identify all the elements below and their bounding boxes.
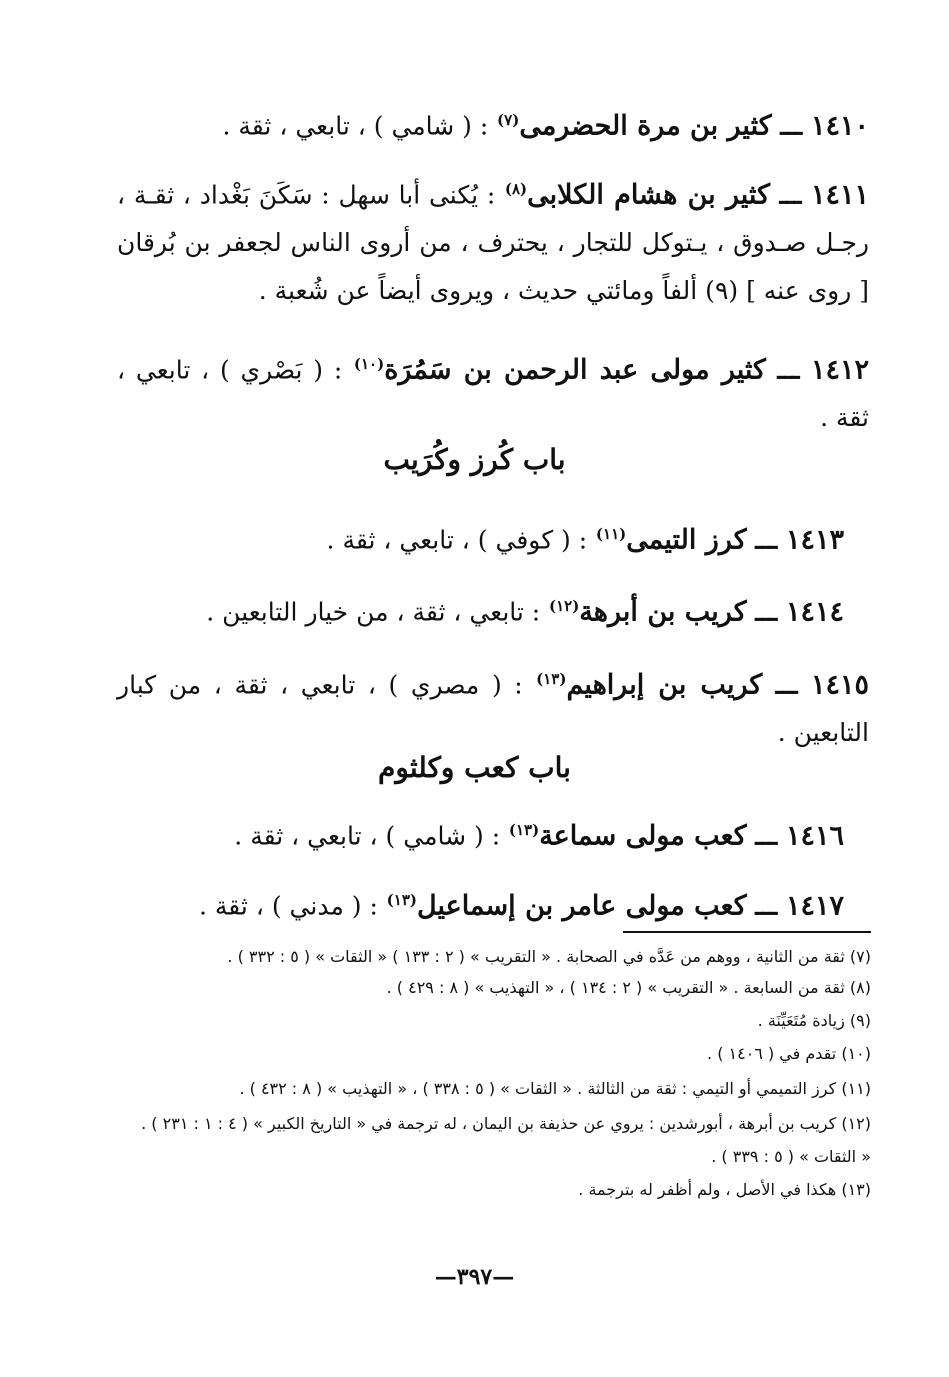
- entry-name: كثير بن مرة الحضرمى: [519, 110, 772, 142]
- entry-text: : ( مصري ) ، تابعي ، ثقة ، من كبار التابعين .: [117, 670, 869, 748]
- entry-name: كثير بن هشام الكلابى: [527, 179, 770, 211]
- entry-dash: ـــ: [765, 355, 800, 385]
- entry-dash: ـــ: [762, 670, 798, 700]
- footnote-ref: (١٣): [508, 821, 540, 839]
- entry-dash: ـــ: [771, 111, 803, 141]
- entry-name: كريب بن أبرهة: [579, 596, 747, 628]
- entry-number: ١٤١٢: [810, 354, 869, 386]
- footnote-9: (٩) زيادة مُتَعَيِّنَة .: [757, 1011, 871, 1030]
- entry-name: كعب مولى سماعة: [539, 820, 747, 852]
- footnote-7: (٧) ثقة من الثانية ، ووهم من عَدَّه في الصحابة . « التقريب » ( ٢ : ١٣٣ ) « الثقات » ( ٥ : ٣٣٢ ) .: [227, 947, 871, 966]
- footnote-13: (١٣) هكذا في الأصل ، ولم أظفر له بترجمة .: [578, 1180, 871, 1199]
- entry-1417: [117, 876, 844, 930]
- entry-number: ١٤١٣: [785, 524, 844, 556]
- footnote-12-continued: « الثقات » ( ٥ : ٣٣٩ ) .: [711, 1147, 871, 1166]
- footnote-ref: (١١): [595, 525, 627, 543]
- entry-number: ١٤١٧: [785, 890, 844, 922]
- footnote-separator: [623, 931, 871, 933]
- entry-1410: [117, 96, 869, 150]
- footnote-ref: (٧): [497, 111, 520, 129]
- section-heading-kurz: باب كُرز وكُرَيب: [383, 443, 566, 476]
- entry-dash: ـــ: [746, 525, 778, 555]
- entry-number: ١٤١٠: [810, 110, 869, 142]
- entry-1414: [117, 582, 844, 636]
- entry-1416: [117, 806, 844, 860]
- footnote-ref: (٨): [504, 180, 528, 198]
- entry-name: كثير مولى عبد الرحمن بن سَمُرَة: [384, 354, 766, 386]
- section-heading-kab: باب كعب وكلثوم: [378, 751, 571, 784]
- entry-text: : يُكنى أبا سهل : سَكَنَ بَغْداد ، ثقـة ، رجـل صـدوق ، يـتوكل للتجار ، يحترف ، من أروى الناس لجعفر بن بُرقان [ روى عنه ] (٩) ألفاً ومائتي حديث ، ويروى أيضاً عن شُعبة .: [117, 180, 869, 306]
- entry-name: كعب مولى عامر بن إسماعيل: [417, 890, 747, 922]
- entry-dash: ـــ: [746, 597, 778, 627]
- entry-number: ١٤١٥: [810, 669, 869, 701]
- entry-1412: [117, 340, 869, 442]
- entry-dash: ـــ: [746, 821, 778, 851]
- entry-text: : ( كوفي ) ، تابعي ، ثقة .: [326, 525, 588, 555]
- entry-number: ١٤١٤: [785, 596, 844, 628]
- footnote-8: (٨) ثقة من السابعة . « التقريب » ( ٢ : ١٣٤ ) ، « التهذيب » ( ٨ : ٤٢٩ ) .: [386, 978, 871, 997]
- entry-number: ١٤١١: [810, 179, 869, 211]
- footnote-10: (١٠) تقدم في ( ١٤٠٦ ) .: [707, 1044, 871, 1063]
- footnote-ref: (١٠): [353, 355, 385, 373]
- entry-number: ١٤١٦: [785, 820, 844, 852]
- footnote-ref: (١٣): [386, 891, 417, 909]
- footnote-11: (١١) كرز التميمي أو التيمي : ثقة من الثالثة . « الثقات » ( ٥ : ٣٣٨ ) ، « التهذيب » ( ٨ : ٤٣٢ ) .: [239, 1079, 871, 1098]
- entry-name: كرز التيمى: [626, 524, 747, 556]
- entry-text: : تابعي ، ثقة ، من خيار التابعين .: [206, 597, 541, 627]
- entry-text: : ( بَصْري ) ، تابعي ، ثقة .: [117, 355, 869, 433]
- entry-dash: ـــ: [769, 180, 802, 210]
- entry-text: : ( شامي ) ، تابعي ، ثقة .: [234, 821, 501, 851]
- footnote-ref: (١٢): [548, 597, 580, 615]
- entry-name: كريب بن إبراهيم: [566, 669, 763, 701]
- footnote-12: (١٢) كريب بن أبرهة ، أبورشدين : يروي عن حذيفة بن اليمان ، له ترجمة في « التاريخ الكبير » ( ٤ : ١ : ٢٣١ ) .: [141, 1114, 871, 1133]
- entry-1413: [117, 510, 844, 564]
- entry-text: : ( شامي ) ، تابعي ، ثقة .: [222, 111, 489, 141]
- entry-1411: [117, 165, 869, 315]
- entry-dash: ـــ: [746, 891, 778, 921]
- entry-1415: [117, 655, 869, 757]
- footnote-ref: (١٣): [536, 670, 567, 688]
- page-number: —٣٩٧—: [434, 1264, 515, 1290]
- entry-text: : ( مدني ) ، ثقة .: [198, 891, 378, 921]
